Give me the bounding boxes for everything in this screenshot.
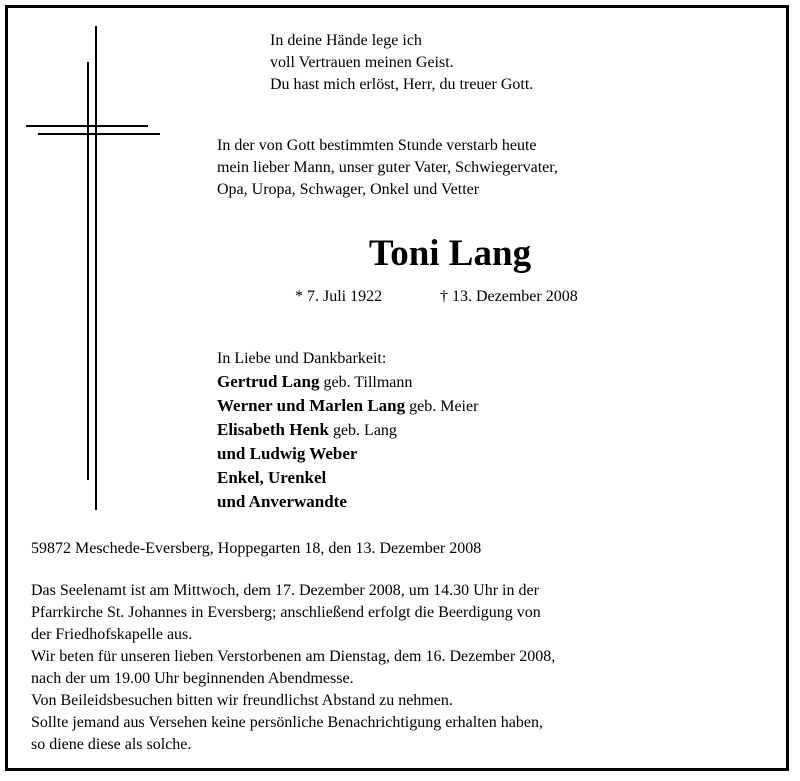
notice-line: Sollte jemand aus Versehen keine persönliche Benachrichtigung erhalten haben, xyxy=(31,714,543,731)
mourner-row xyxy=(217,394,478,418)
birth-date: * 7. Juli 1922 xyxy=(295,288,383,305)
notice-line: Pfarrkirche St. Johannes in Eversberg; anschließend erfolgt die Beerdigung von xyxy=(31,604,541,621)
notice-line: so diene diese als solche. xyxy=(31,736,192,753)
notice-line: der Friedhofskapelle aus. xyxy=(31,626,193,643)
mourner-note: geb. Meier xyxy=(405,398,479,415)
address-line: 59872 Meschede-Eversberg, Hoppegarten 18, den 13. Dezember 2008 xyxy=(31,540,482,557)
announcement-line: Opa, Uropa, Schwager, Onkel und Vetter xyxy=(217,181,480,198)
funeral-notice xyxy=(31,580,555,756)
notice-line: Von Beileidsbesuchen bitten wir freundlichst Abstand zu nehmen. xyxy=(31,692,453,709)
mourner-name: Gertrud Lang xyxy=(217,372,320,391)
mourner-note: geb. Tillmann xyxy=(319,374,413,391)
mourners-list xyxy=(217,347,478,514)
verse-line: voll Vertrauen meinen Geist. xyxy=(270,54,454,71)
announcement-line: mein lieber Mann, unser guter Vater, Schwiegervater, xyxy=(217,159,558,176)
bible-verse xyxy=(270,30,533,96)
mourner-row xyxy=(217,466,478,490)
mourner-row xyxy=(217,370,478,394)
notice-line: nach der um 19.00 Uhr beginnenden Abendmesse. xyxy=(31,670,354,687)
mourner-name: und Anverwandte xyxy=(217,492,347,511)
mourner-name: Elisabeth Henk xyxy=(217,420,329,439)
notice-line: Wir beten für unseren lieben Verstorbenen am Dienstag, dem 16. Dezember 2008, xyxy=(31,648,556,665)
announcement-line: In der von Gott bestimmten Stunde verstarb heute xyxy=(217,137,537,154)
notice-line: Das Seelenamt ist am Mittwoch, dem 17. Dezember 2008, um 14.30 Uhr in der xyxy=(31,582,539,599)
death-date: † 13. Dezember 2008 xyxy=(440,288,578,305)
mourners-heading: In Liebe und Dankbarkeit: xyxy=(217,350,387,367)
verse-line: In deine Hände lege ich xyxy=(270,32,422,49)
mourner-note: geb. Lang xyxy=(328,422,397,439)
mourner-name: Werner und Marlen Lang xyxy=(217,396,406,415)
mourner-name: Enkel, Urenkel xyxy=(217,468,327,487)
verse-line: Du hast mich erlöst, Herr, du treuer Gott. xyxy=(270,76,534,93)
mourner-row xyxy=(217,418,478,442)
deceased-name: Toni Lang xyxy=(368,233,532,274)
mourner-row xyxy=(217,490,478,514)
mourner-name: und Ludwig Weber xyxy=(217,444,358,463)
mourner-row xyxy=(217,442,478,466)
announcement-text xyxy=(217,135,558,201)
